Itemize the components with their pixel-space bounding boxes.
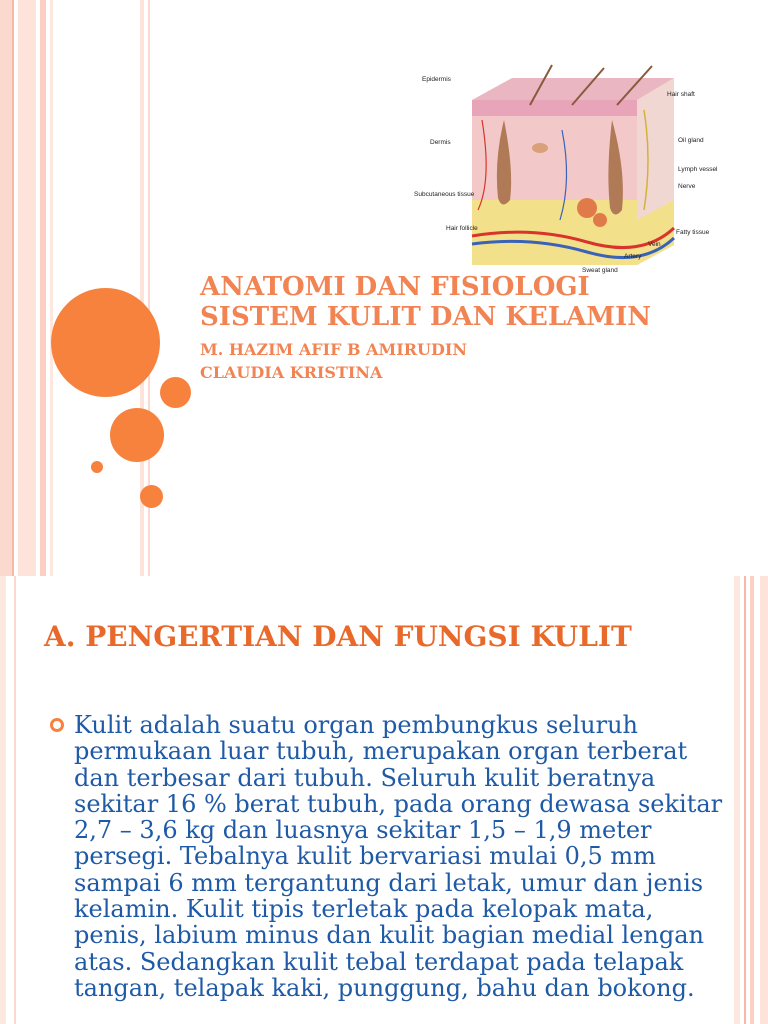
label-oil-gland: Oil gland (678, 137, 704, 144)
label-lymph-vessel: Lymph vessel (678, 166, 718, 173)
decor-stripe (18, 0, 36, 576)
sweat-gland (593, 213, 607, 227)
decor-stripe (760, 576, 768, 1024)
decor-circle (51, 288, 160, 397)
slide-title-text (200, 272, 651, 332)
bullet-circle-icon (50, 718, 64, 732)
oil-gland (532, 143, 548, 153)
decor-stripe (750, 576, 754, 1024)
label-sweat-gland: Sweat gland (582, 267, 618, 274)
decor-stripe (50, 0, 53, 576)
decor-stripe (0, 576, 6, 1024)
label-fatty-tissue: Fatty tissue (676, 229, 710, 236)
label-hair-shaft: Hair shaft (667, 91, 695, 98)
label-epidermis: Epidermis (422, 76, 451, 83)
title-line-2: SISTEM KULIT DAN KELAMIN (200, 302, 652, 332)
decor-stripe (0, 0, 12, 576)
sweat-gland (577, 198, 597, 218)
slide-content (0, 576, 768, 1024)
epidermis-layer (472, 100, 637, 116)
decor-stripe (734, 576, 740, 1024)
label-dermis: Dermis (430, 139, 451, 146)
decor-circle (160, 377, 191, 408)
decor-circle (91, 461, 103, 473)
bullet-item (50, 712, 730, 1001)
section-heading: A. PENGERTIAN DAN FUNGSI KULIT (44, 620, 632, 653)
label-artery: Artery (624, 253, 642, 260)
decor-circle (110, 408, 164, 462)
decor-stripe (14, 576, 16, 1024)
decor-stripe (744, 576, 746, 1024)
label-nerve: Nerve (678, 183, 696, 190)
label-subcutaneous: Subcutaneous tissue (414, 191, 475, 198)
bullet-text: Kulit adalah suatu organ pembungkus seluruh permukaan luar tubuh, merupakan organ terberat dan terbesar dari tubuh. Seluruh kulit beratnya sekitar 16 % berat tubuh, pada orang dewasa sekitar 2,7 – 3,6 kg dan luasnya sekitar 1,5 – 1,9 meter persegi. Tebalnya kulit bervariasi mulai 0,5 mm sampai 6 mm tergantung dari letak, umur dan jenis kelamin. Kulit tipis terletak pada kelopak mata, penis, labium minus dan kulit bagian medial lengan atas. Sedangkan kulit tebal terdapat pada telapak tangan, telapak kaki, punggung, bahu dan bokong. (74, 711, 723, 1002)
label-vein: Vein (648, 241, 661, 248)
decor-stripe (40, 0, 46, 576)
author-name-2: CLAUDIA KRISTINA (200, 363, 383, 382)
label-hair-follicle: Hair follicle (446, 225, 478, 232)
skin-anatomy-figure (412, 60, 724, 278)
decor-stripe (12, 0, 14, 576)
title-line-1: ANATOMI DAN FISIOLOGI (200, 272, 590, 302)
decor-circle (140, 485, 163, 508)
author-name-1: M. HAZIM AFIF B AMIRUDIN (200, 340, 467, 359)
